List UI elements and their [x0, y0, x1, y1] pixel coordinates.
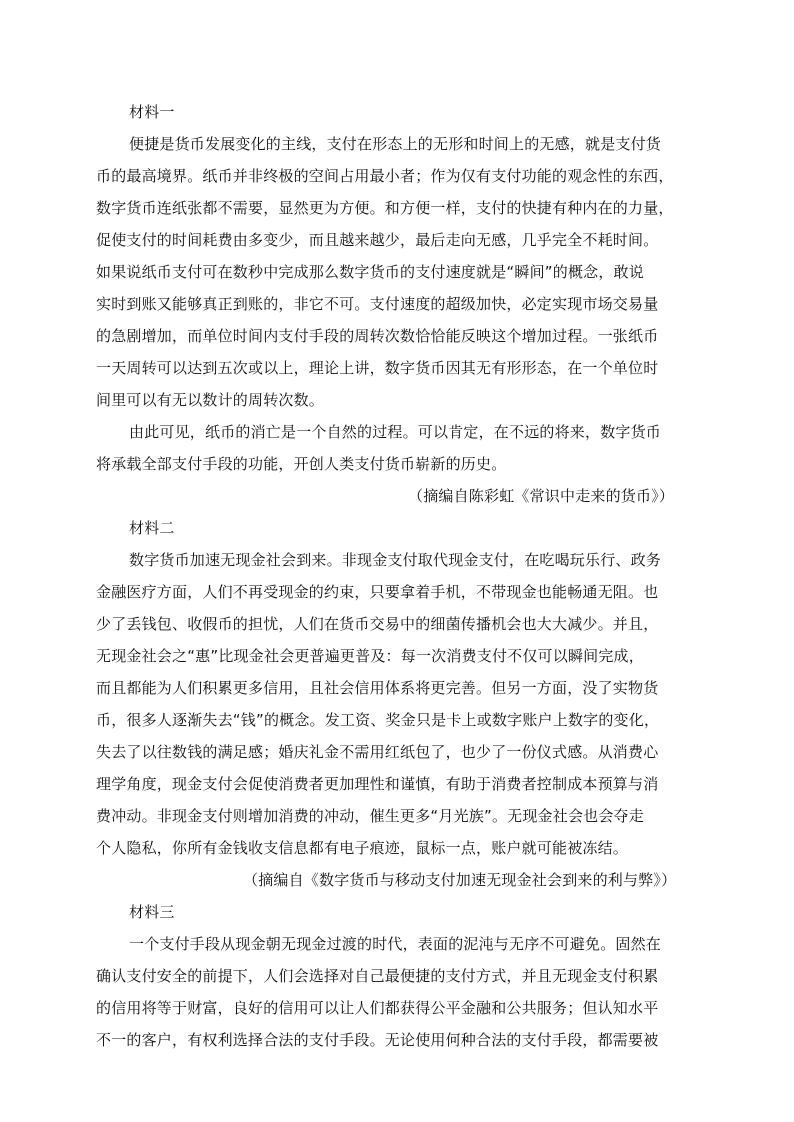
material3-line: 的信用将等于财富，良好的信用可以让人们都获得公平金融和公共服务；但认知水平 [96, 999, 659, 1017]
material2-line: 金融医疗方面，人们不再受现金的约束，只要拿着手机，不带现金也能畅通无阻。也 [96, 583, 659, 601]
material3-line: 一个支付手段从现金朝无现金过渡的时代，表面的泥沌与无序不可避免。固然在 [129, 935, 662, 953]
material1-line: 一天周转可以达到五次或以上，理论上讲，数字货币因其无有形形态，在一个单位时 [96, 359, 659, 377]
material1-source: （摘编自陈彩虹《常识中走来的货币》） [408, 487, 675, 505]
material1-line: 数字货币连纸张都不需要，显然更为方便。和方便一样，支付的快捷有种内在的力量， [96, 199, 674, 217]
material2-line: 无现金社会之“惠”比现金社会更普遍更普及：每一次消费支付不仅可以瞬间完成， [96, 647, 644, 665]
material2-line: 数字货币加速无现金社会到来。非现金支付取代现金支付，在吃喝玩乐行、政务 [129, 551, 662, 569]
material1-line: 如果说纸币支付可在数秒中完成那么数字货币的支付速度就是“瞬间”的概念，敢说 [96, 263, 644, 281]
material1-line: 将承载全部支付手段的功能，开创人类支付货币崭新的历史。 [96, 455, 507, 473]
material2-line: 理学角度，现金支付会促使消费者更加理性和谨慎，有助于消费者控制成本预算与消 [96, 775, 659, 793]
material1-line: 间里可以有无以数计的周转次数。 [96, 391, 325, 409]
material1-line: 的急剧增加，而单位时间内支付手段的周转次数恰恰能反映这个增加过程。一张纸币 [96, 327, 659, 345]
material3-line: 不一的客户，有权利选择合法的支付手段。无论使用何种合法的支付手段，都需要被 [96, 1031, 659, 1049]
material2-heading: 材料二 [129, 519, 175, 537]
material1-line: 促使支付的时间耗费由多变少，而且越来越少，最后走向无感，几乎完全不耗时间。 [96, 231, 659, 249]
material1-line: 由此可见，纸币的消亡是一个自然的过程。可以肯定，在不远的将来，数字货币 [129, 423, 662, 441]
material1-heading: 材料一 [129, 103, 175, 121]
material1-line: 便捷是货币发展变化的主线，支付在形态上的无形和时间上的无感，就是支付货 [129, 135, 662, 153]
material2-line: 而且都能为人们积累更多信用，且社会信用体系将更完善。但另一方面，没了实物货 [96, 679, 659, 697]
material2-source: （摘编自《数字货币与移动支付加速无现金社会到来的利与弊》） [243, 871, 677, 889]
material1-line: 币的最高境界。纸币并非终极的空间占用最小者；作为仅有支付功能的观念性的东西， [96, 167, 674, 185]
material2-line: 币，很多人逐渐失去“钱”的概念。发工资、奖金只是卡上或数字账户上数字的变化， [96, 711, 660, 729]
material2-line: 少了丢钱包、收假币的担忧，人们在货币交易中的细菌传播机会也大大减少。并且， [96, 615, 659, 633]
material1-line: 实时到账又能够真正到账的，非它不可。支付速度的超级加快，必定实现市场交易量 [96, 295, 659, 313]
material3-line: 确认支付安全的前提下，人们会选择对自己最便捷的支付方式，并且无现金支付积累 [96, 967, 659, 985]
material2-line: 费冲动。非现金支付则增加消费的冲动，催生更多“月光族”。无现金社会也会夺走 [96, 807, 644, 825]
material2-line: 个人隐私，你所有金钱收支信息都有电子痕迹，鼠标一点，账户就可能被冻结。 [96, 839, 629, 857]
material3-heading: 材料三 [129, 903, 175, 921]
material2-line: 失去了以往数钱的满足感；婚庆礼金不需用红纸包了，也少了一份仪式感。从消费心 [96, 743, 659, 761]
